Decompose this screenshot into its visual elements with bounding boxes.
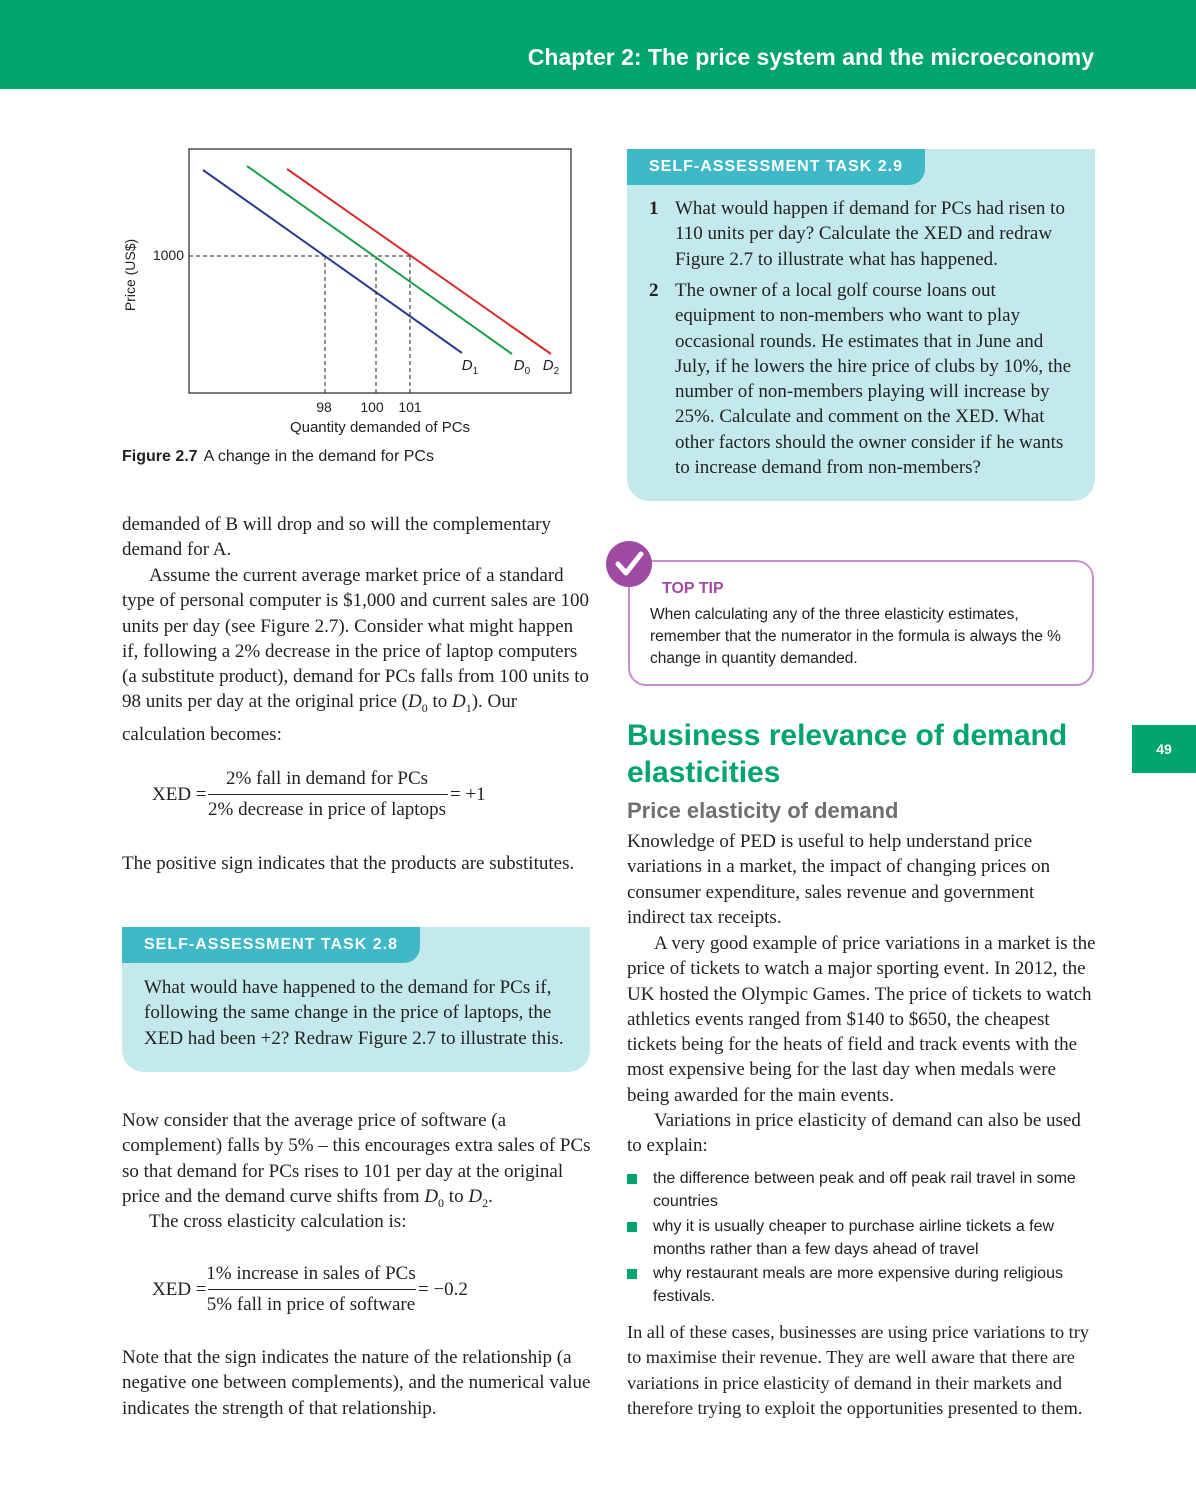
task-2-8-heading: SELF-ASSESSMENT TASK 2.8: [122, 927, 420, 963]
subsection-heading: Price elasticity of demand: [627, 798, 899, 823]
figure-label: Figure 2.7: [122, 448, 198, 465]
top-tip-heading: TOP TIP: [662, 580, 724, 597]
section-heading: Business relevance of demand elasticities: [627, 719, 1068, 789]
bullet-square-icon: [627, 1269, 637, 1279]
x-tick-label: 98: [316, 399, 332, 415]
bullet-square-icon: [627, 1174, 637, 1184]
eq2-fraction-bar: [208, 1289, 416, 1290]
eq1-denominator: 2% decrease in price of laptops: [208, 799, 446, 820]
self-assessment-task-2-8: [122, 927, 590, 1072]
eq2-lhs: XED =: [152, 1279, 207, 1300]
y-tick-label: 1000: [152, 247, 184, 263]
paragraph-complementary: demanded of B will drop and so will the complementary demand for A.: [122, 514, 551, 561]
eq1-numerator: 2% fall in demand for PCs: [225, 768, 429, 789]
chapter-title: Chapter 2: The price system and the microeconomy: [527, 44, 1094, 70]
top-tip-box: [628, 560, 1094, 686]
list-item: why restaurant meals are more expensive during religious festivals.: [627, 1262, 1097, 1308]
paragraph-positive-sign: The positive sign indicates that the products are substitutes.: [122, 853, 575, 874]
paragraph-cross-elasticity: The cross elasticity calculation is:: [149, 1211, 407, 1232]
task-2-9-item-2: 2 The owner of a local golf course loans out equipment to non-members who want to play occasional rounds. He estimates that in June and July, if he lowers the hire price of clubs by 10%, the number of non-members playing will increase by 25%. Calculate and comment on the XED. What other factors should the owner consider if he wants to increase demand from non-members?: [649, 280, 1072, 479]
paragraph-conclusion: In all of these cases, businesses are using price variations to try to maximise their revenue. They are well aware that there are variations in price elasticity of demand in their markets and therefore trying to exploit the opportunities presented to them.: [627, 1322, 1089, 1418]
equation-xed-substitute: [152, 766, 512, 826]
top-tip-text: When calculating any of the three elasticity estimates, remember that the numerator in the formula is always the % change in quantity demanded.: [650, 606, 1061, 667]
curve-label-D1: $D_1$: [461, 357, 479, 377]
paragraph-substitute-example: Assume the current average market price of a standard type of personal computer is $1,000 and current sales are 100 units per day (see Figure 2.7). Consider what might happen if, following a 2% decrease in the price of laptop computers (a substitute product), demand for PCs falls from 100 units to 98 units per day at the original price ($D_0$ to $D_1$). Our calculation becomes:: [122, 565, 590, 745]
task-2-9-heading: SELF-ASSESSMENT TASK 2.9: [627, 149, 925, 185]
eq2-rhs: = −0.2: [418, 1279, 468, 1300]
demand-curve-D2: [287, 169, 551, 354]
paragraph-olympics-example: A very good example of price variations in a market is the price of tickets to watch a major sporting event. In 2012, the UK hosted the Olympic Games. The price of tickets to watch athletics events ranged from $140 to $650, the cheapest tickets being for the heats of field and track events with the most expensive being for the last day when medals were being awarded for the main events.: [627, 933, 1096, 1106]
examples-list: [627, 1167, 1097, 1310]
list-item: the difference between peak and off peak rail travel in some countries: [627, 1167, 1097, 1213]
figure-caption: [122, 448, 434, 466]
demand-curve-D0: [247, 166, 512, 354]
paragraph-ped-knowledge: Knowledge of PED is useful to help understand price variations in a market, the impact of changing prices on consumer expenditure, sales revenue and government indirect tax receipts.: [627, 831, 1051, 928]
demand-chart: [110, 140, 590, 440]
task-2-9-item-1: 1 What would happen if demand for PCs had risen to 110 units per day? Calculate the XED and redraw Figure 2.7 to illustrate what has happened.: [649, 198, 1065, 270]
figure-caption-text: A change in the demand for PCs: [203, 448, 434, 465]
y-axis-label: Price (US$): [122, 238, 138, 312]
task-2-8-text: What would have happened to the demand for PCs if, following the same change in the price of laptops, the XED had been +2? Redraw Figure 2.7 to illustrate this.: [144, 977, 564, 1049]
equation-xed-complement: [152, 1261, 512, 1321]
paragraph-sign-note: Note that the sign indicates the nature of the relationship (a negative one between complements), and the numerical value indicates the strength of that relationship.: [122, 1347, 591, 1419]
demand-curve-D1: [203, 170, 462, 353]
eq1-lhs: XED =: [152, 784, 207, 805]
page-number: 49: [1132, 725, 1196, 773]
paragraph-complement-example: Now consider that the average price of software (a complement) falls by 5% – this encourages extra sales of PCs so that demand for PCs rises to 101 per day at the original price and the demand curve shifts from $D_0$ to $D_2$.: [122, 1110, 591, 1210]
paragraph-variations-intro: Variations in price elasticity of demand can also be used to explain:: [627, 1110, 1081, 1157]
checkmark-icon: [606, 541, 652, 587]
eq1-rhs: = +1: [450, 784, 486, 805]
eq1-fraction-bar: [208, 794, 448, 795]
x-tick-label: 100: [360, 399, 384, 415]
bullet-square-icon: [627, 1222, 637, 1232]
curve-label-D2: $D_2$: [542, 357, 560, 377]
x-tick-label: 101: [398, 399, 422, 415]
curve-label-D0: $D_0$: [513, 357, 531, 377]
list-item: why it is usually cheaper to purchase airline tickets a few months rather than a few days ahead of travel: [627, 1215, 1097, 1261]
x-axis-label: Quantity demanded of PCs: [289, 419, 471, 436]
self-assessment-task-2-9: [627, 149, 1095, 501]
eq2-numerator: 1% increase in sales of PCs: [206, 1263, 416, 1284]
chapter-header: [0, 0, 1196, 89]
eq2-denominator: 5% fall in price of software: [206, 1294, 416, 1315]
